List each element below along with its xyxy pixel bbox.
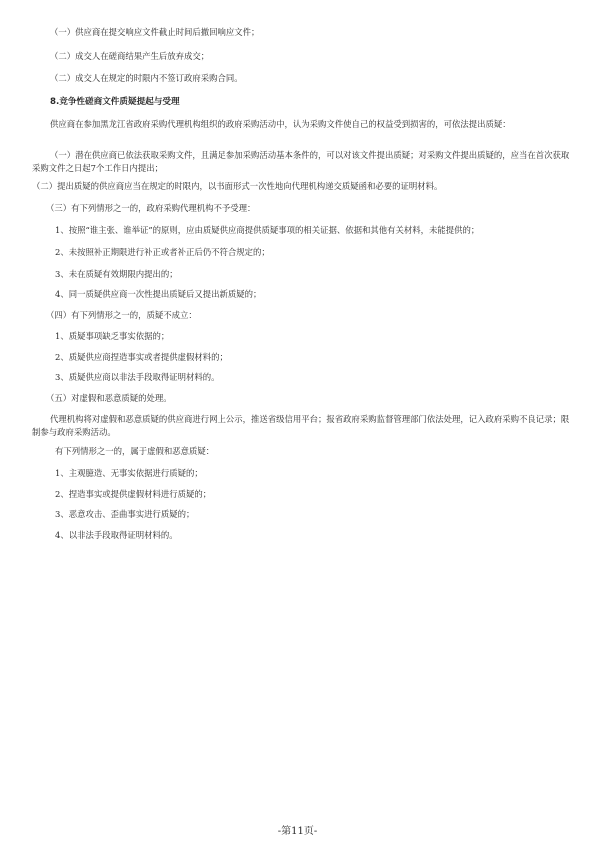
false-query-item-4: 4、以非法手段取得证明材料的。 [55,530,178,540]
clause-withdraw-response: （一）供应商在提交响应文件截止时间后撤回响应文件； [50,27,260,37]
invalid-item-1: 1、质疑事项缺乏事实依据的； [55,331,170,341]
false-query-item-3: 3、恶意攻击、歪曲事实进行质疑的； [55,509,195,519]
not-accepted-item-2: 2、未按照补正期限进行补正或者补正后仍不符合规定的； [55,247,270,257]
not-accepted-item-1: 1、按照“谁主张、谁举证”的原则，应由质疑供应商提供质疑事项的相关证据、依据和其他有关材料，未能提供的； [55,225,480,235]
invalid-item-2: 2、质疑供应商捏造事实或者提供虚假材料的； [55,352,228,362]
clause-abandon-award: （二）成交人在磋商结果产生后放弃成交； [50,51,210,61]
false-query-item-2: 2、捏造事实或提供虚假材料进行质疑的； [55,489,212,499]
clause-invalid-query: （四）有下列情形之一的，质疑不成立： [46,310,197,320]
clause-not-accepted: （三）有下列情形之一的，政府采购代理机构不予受理： [46,203,256,213]
clause-no-contract: （二）成交人在规定的时限内不签订政府采购合同。 [50,73,243,83]
handling-paragraph: 代理机构将对虚假和恶意质疑的供应商进行网上公示，推送省级信用平台；报省政府采购监督管理部门依法处理，记入政府采购不良记录；限制参与政府采购活动。 [32,414,570,437]
false-query-intro: 有下列情形之一的，属于虚假和恶意质疑： [55,446,215,456]
not-accepted-item-3: 3、未在质疑有效期限内提出的； [55,269,178,279]
intro-paragraph: 供应商在参加黑龙江省政府采购代理机构组织的政府采购活动中，认为采购文件使自己的权益受到损害的，可依法提出质疑： [50,119,511,129]
clause-written-submission: （二）提出质疑的供应商应当在规定的时限内，以书面形式一次性地向代理机构递交质疑函和必要的证明材料。 [32,181,443,191]
section-heading: 8.竞争性磋商文件质疑提起与受理 [50,97,180,107]
false-query-item-1: 1、主观臆造、无事实依据进行质疑的； [55,468,203,478]
page-number: -第11页- [277,826,318,837]
clause-query-deadline: （一）潜在供应商已依法获取采购文件，且满足参加采购活动基本条件的，可以对该文件提出质疑；对采购文件提出质疑的，应当在首次获取采购文件之日起7个工作日内提出； [32,150,570,173]
invalid-item-3: 3、质疑供应商以非法手段取得证明材料的。 [55,372,220,382]
clause-false-query-handling: （五）对虚假和恶意质疑的处理。 [46,393,172,403]
not-accepted-item-4: 4、同一质疑供应商一次性提出质疑后又提出新质疑的； [55,289,262,299]
